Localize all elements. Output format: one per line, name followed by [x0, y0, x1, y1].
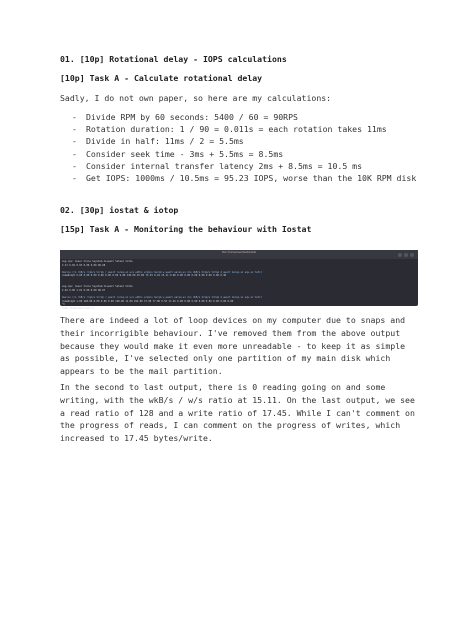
terminal-titlebar — [60, 250, 418, 259]
maximize-icon — [404, 253, 408, 257]
bullet-dash: - — [72, 160, 77, 171]
terminal-screenshot — [60, 250, 418, 310]
list-item — [60, 111, 420, 123]
terminal-line: nvme0n1p5 0.00 0.00 0.00 0.00 0.00 0.00 9.00 136.00 25.00 73.53 0.44 15.11 0.00 0.00 0.00 0.00 0.00 0.00 0.00 0.40 — [62, 274, 227, 278]
terminal-line: nvme0n1p5 1.00 128.00 0.00 0.00 0.00 128.00 11.00 192.00 37.00 77.08 0.55 17.45 0.00 0.00 0.00 0.00 0.00 0.00 0.00 0.80 — [62, 299, 234, 303]
bullet-dash: - — [72, 124, 77, 135]
terminal-line: avg-cpu: %user %nice %system %iowait %steal %idle — [62, 285, 133, 289]
paragraph-loop-devices: There are indeed a lot of loop devices on my computer due to snaps and their incorrigible behaviour. I've removed them from the above output because they would make it even more unreadable - to keep it as simple as possible, I've selected only one partition of my main disk which appears to be the mail partition. — [60, 315, 406, 377]
section-heading-rotational-delay: 01. [10p] Rotational delay - IOPS calculations — [60, 54, 287, 64]
list-item-text: Get IOPS: 1000ms / 10.5ms = 95.23 IOPS, worse than the 10K RPM disk — [86, 173, 417, 184]
bullet-dash: - — [72, 148, 77, 159]
list-item — [60, 172, 420, 184]
task-heading-rotational-delay: [10p] Task A - Calculate rotational delay — [60, 73, 263, 83]
list-item-text: Rotation duration: 1 / 90 = 0.011s = each rotation takes 11ms — [86, 124, 387, 135]
list-item — [60, 160, 420, 172]
terminal-line: 2.31 0.02 0.93 0.06 0.00 96.68 — [62, 263, 106, 267]
section-heading-iostat-iotop: 02. [30p] iostat & iotop — [60, 205, 179, 215]
list-item-text: Consider internal transfer latency 2ms + 8.5ms = 10.5 ms — [86, 160, 363, 171]
list-item-text: Consider seek time - 3ms + 5.5ms = 8.5ms — [86, 148, 284, 159]
terminal-line: Device r/s rkB/s rrqm/s %rrqm r_await rareq-sz w/s wkB/s wrqm/s %wrqm w_await wareq-sz d/s dkB/s drqm/s %drqm d_await dareq-sz aqu-sz %util — [62, 270, 263, 274]
terminal-line: 2.02 0.00 1.01 0.00 0.00 96.97 — [62, 288, 106, 292]
close-icon — [410, 253, 414, 257]
bullet-dash: - — [72, 173, 77, 184]
task-heading-iostat: [15p] Task A - Monitoring the behaviour with Iostat — [60, 224, 312, 234]
terminal-line: fish /home/user/test $ — [62, 306, 94, 310]
list-item — [60, 148, 420, 160]
terminal-line: ^C — [62, 303, 65, 307]
terminal-output — [62, 260, 416, 310]
minimize-icon — [398, 253, 402, 257]
list-item-text: Divide in half: 11ms / 2 = 5.5ms — [86, 136, 244, 147]
bullet-dash: - — [72, 136, 77, 147]
paragraph-iostat-analysis: In the second to last output, there is 0 reading going on and some writing, with the wkB/s / w/s ratio at 15.11. On the last output, we see a read ratio of 128 and a write ratio of 17.45. While I can't comment on the progress of reads, I can comment on the progress of writes, which increased to 17.45 bytes/write. — [60, 382, 415, 444]
terminal-title: fish /home/user/test/iostat — [221, 251, 257, 254]
calculations-intro: Sadly, I do not own paper, so here are my calculations: — [60, 93, 332, 103]
calculations-list — [60, 111, 420, 184]
list-item — [60, 123, 420, 135]
list-item-text: Divide RPM by 60 seconds: 5400 / 60 = 90RPS — [86, 112, 298, 122]
bullet-dash: - — [72, 112, 77, 122]
terminal-line: avg-cpu: %user %nice %system %iowait %steal %idle — [62, 260, 133, 263]
terminal-line: Device r/s rkB/s rrqm/s %rrqm r_await rareq-sz w/s wkB/s wrqm/s %wrqm w_await wareq-sz d/s dkB/s drqm/s %drqm d_await dareq-sz aqu-sz %util — [62, 295, 263, 299]
list-item — [60, 135, 420, 147]
